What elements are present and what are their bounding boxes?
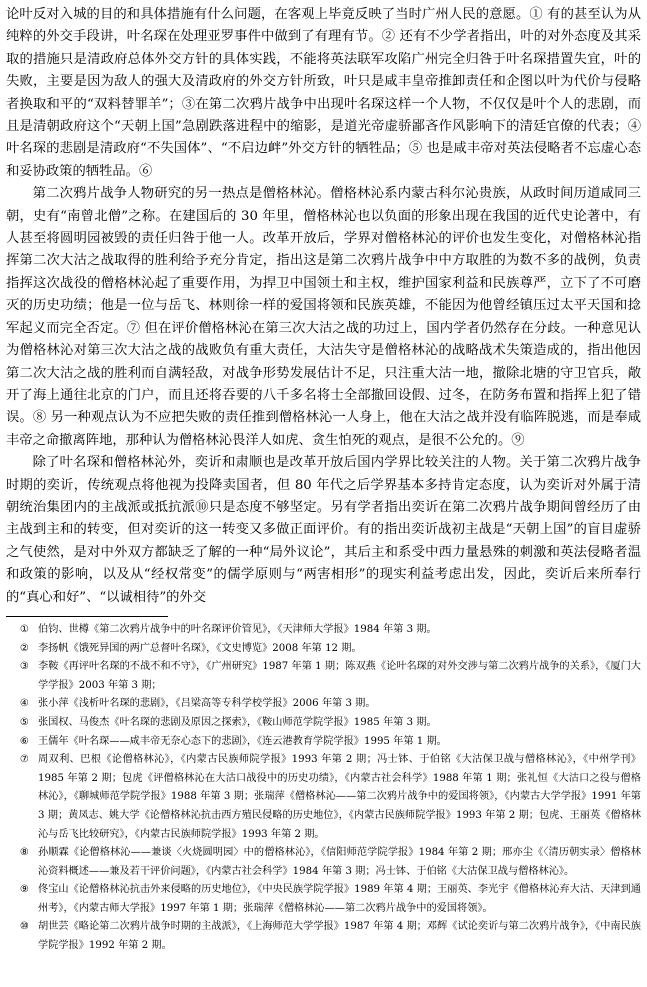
footnote <box>6 733 641 752</box>
footnote-number: ⑤ <box>19 716 29 728</box>
footnote-number: ① <box>19 623 29 635</box>
paragraph-1: 论叶反对入城的目的和具体措施有什么问题，在客观上毕竟反映了当时广州人民的意愿。① 有的甚至认为从纯粹的外交手段讲，叶名琛在处理亚罗事件中做到了有理有节。② 还有不少学者指出，叶的对外态度及其采取的措施只是清政府总体外交方针的具体实践，不能将英法联军攻陷广州完全归咎于叶名琛措置失宜，叶的失败，主要是因为敌人的强大及清政府的外交方针所致，叶只是咸丰皇帝推卸责任和企图以叶为代价与侵略者换取和平的“双料替罪羊”；③在第二次鸦片战争中出现叶名琛这样一个人物，不仅仅是叶个人的悲剧，而且是清朝政府这个“天朝上国”急剧跌落进程中的缩影，是道光帝虚骄鄙吝作风影响下的清廷官僚的代表；④叶名琛的悲剧是清政府“不失国体”、“不启边衅”外交方针的牺牲品；⑤ 也是咸丰帝对英法侵略者不忘虚心态和妥协政策的牺牲品。⑥ <box>6 7 641 179</box>
footnote-text: 李鞍《再评叶名琛的不战不和不守》，《广州研究》1987 年第 1 期；陈双燕《论叶名琛的对外交涉与第二次鸦片战争的关系》，《厦门大学学报》2003 年第 3 期； <box>38 661 641 691</box>
footnote <box>6 640 641 659</box>
footnote-separator <box>6 616 168 617</box>
footnotes <box>6 621 641 956</box>
footnote-text: 张小萍《浅析叶名琛的悲剧》，《吕梁高等专科学校学报》2006 年第 3 期。 <box>38 698 376 710</box>
footnote <box>6 695 641 714</box>
main-text <box>6 4 641 609</box>
footnote-number: ⑩ <box>19 921 29 933</box>
footnote-number: ⑥ <box>19 735 29 747</box>
footnote <box>6 621 641 640</box>
footnote-number: ⑧ <box>19 847 29 859</box>
footnote <box>6 714 641 733</box>
footnote-text: 周双利、巴根《论僧格林沁》，《内蒙古民族师院学报》1993 年第 2 期；冯士钵、于伯铭《大沽保卫战与僧格林沁》，《中州学刊》1985 年第 2 期；包虎《评僧格林沁在大沽口战役中的历史功绩》，《内蒙古社会科学》1988 年第 1 期；张礼恒《大沽口之役与僧格林沁》，《聊城师范学院学报》1988 年第 3 期；张瑞萍《僧格林沁——第二次鸦片战争中的爱国将领》，《内蒙古大学学报》1991 年第 3 期；黄凤志、姚大学《论僧格林沁抗击西方殖民侵略的历史地位》，《内蒙古民族师院学报》1993 年第 2 期；包虎、王丽英《僧格林沁与岳飞比较研究》，《内蒙古民族师院学报》1993 年第 2 期。 <box>38 754 641 840</box>
footnote-number: ③ <box>19 661 29 673</box>
footnote-text: 张国权、马俊杰《叶名琛的悲剧及原因之探索》，《鞍山师范学院学报》1985 年第 3 期。 <box>38 716 437 728</box>
footnote <box>6 881 641 918</box>
footnote <box>6 844 641 881</box>
footnote-number: ④ <box>19 698 29 710</box>
footnote-text: 王儒年《叶名琛——咸丰帝无奈心态下的悲剧》，《连云港教育学院学报》1995 年第 1 期。 <box>38 735 447 747</box>
footnote-text: 佟宝山《论僧格林沁抗击外来侵略的历史地位》，《中央民族学院学报》1989 年第 4 期；王丽英、李光宇《僧格林沁弃大沽、天津到通州考》，《内蒙古师大学报》1997 年第 1 期；张瑞萍《僧格林沁——第二次鸦片战争中的爱国将领》。 <box>38 884 641 914</box>
footnote-text: 伯钧、世樽《第二次鸦片战争中的叶名琛评价管见》，《天津师大学报》1984 年第 3 期。 <box>38 623 437 635</box>
footnote <box>6 918 641 955</box>
footnote-number: ② <box>19 642 29 654</box>
footnote <box>6 658 641 695</box>
footnote-number: ⑦ <box>19 754 29 766</box>
footnote-number: ⑨ <box>19 884 29 896</box>
paragraph-2: 第二次鸦片战争人物研究的另一热点是僧格林沁。僧格林沁系内蒙古科尔沁贵族，从政时间历道咸同三朝，史有“南曾北僧”之称。在建国后的 30 年里，僧格林沁也以负面的形象出现在我国的近代史论著中，有人甚至将圆明园被毁的责任归咎于他一人。改革开放后，学界对僧格林沁的评价也发生变化，对僧格林沁指挥第二次大沽之战取得的胜利给予充分肯定，指出这是第二次鸦片战争中中方取胜的为数不多的战例，负责指挥这次战役的僧格林沁起了重要作用，为捍卫中国领土和主权，维护国家利益和民族尊严，立下了不可磨灭的历史功绩；他是一位与岳飞、林则徐一样的爱国将领和民族英雄，不能因为他曾经镇压过太平天国和捻军起义而完全否定。⑦ 但在评价僧格林沁在第三次大沽之战的功过上，国内学者仍然存在分歧。一种意见认为僧格林沁对第三次大沽之战的战败负有重大责任，大沽失守是僧格林沁的战略战术失策造成的，指出他因第二次大沽之战的胜利而自满轻敌，对战争形势发展估计不足，只注重大沽一地，撤除北塘的守卫官兵，敞开了海上通往北京的门户，而且还将吞要的八千多名将士全部撤回设假、过冬，在防务布置和指挥上犯了错误。⑧ 另一种观点认为不应把失败的责任推到僧格林沁一人身上，他在大沽之战并没有临阵脱逃，而是奉咸丰帝之命撤离阵地，那种认为僧格林沁畏洋人如虎、贪生怕死的观点，是很不公允的。⑨ <box>6 186 641 448</box>
footnote <box>6 751 641 844</box>
footnote-text: 李扬帆《饿死异国的两广总督叶名琛》，《文史博览》2008 年第 12 期。 <box>38 642 362 654</box>
footnote-text: 胡世芸《略论第二次鸦片战争时期的主战派》，《上海师范大学学报》1987 年第 4 期；邓辉《试论奕䜣与第二次鸦片战争》，《中南民族学院学报》1992 年第 2 期。 <box>38 921 641 952</box>
paragraph-3: 除了叶名琛和僧格林沁外，奕䜣和肃顺也是改革开放后国内学界比较关注的人物。关于第二次鸦片战争时期的奕䜣，传统观点将他视为投降卖国者，但 80 年代之后学界基本多持肯定态度，认为奕䜣对外属于清朝统治集团内的主战派或抵抗派⑩只是态度不够坚定。另有学者指出奕䜣在第二次鸦片战争期间曾经历了由主战到主和的转变，但对奕䜣的这一转变又多做正面评价。有的指出奕䜣战初主战是“天朝上国”的盲目虚骄之气使然，是对中外双方都缺乏了解的一种“局外议论”，其后主和系受中西力量悬殊的刺激和英法侵略者温和政策的影响，以及从“经权常变”的儒学原则与“两害相形”的现实利益考虑出发，因此，奕䜣后来所奉行的“真心和好”、“以诚相待”的外交 <box>6 455 641 605</box>
footnote-text: 孙顺霖《论僧格林沁——兼谈〈火烧圆明园〉中的僧格林沁》，《信阳师范学院学报》1984 年第 2 期；邢亦尘《〈清历朝实录〉僧格林沁资料概述——兼及若干评价问题》，《内蒙古社会科学》1984 年第 3 期；冯士钵、于伯铭《大沽保卫战与僧格林沁》。 <box>38 847 641 877</box>
